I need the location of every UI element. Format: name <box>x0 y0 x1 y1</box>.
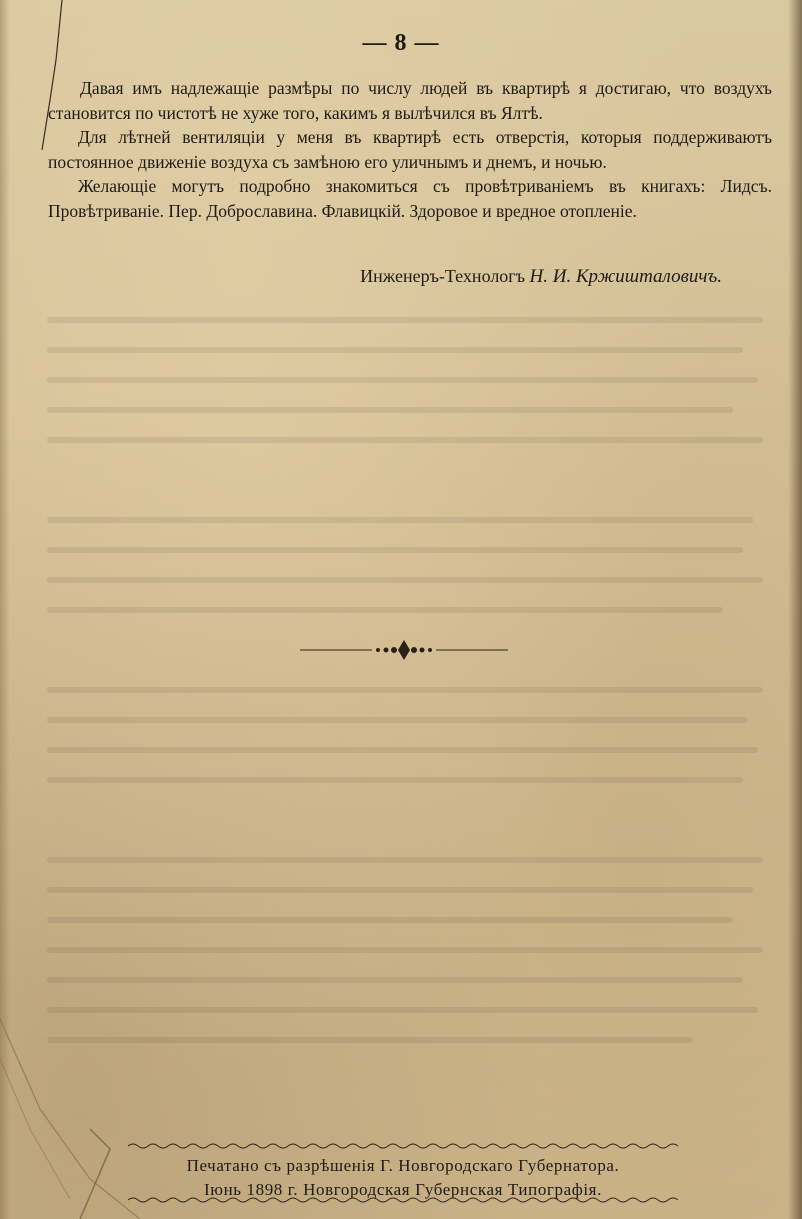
body-text <box>48 76 772 223</box>
paragraph-summer-ventilation: Для лѣтней вентиляціи у меня въ квартирѣ есть отверстія, которыя поддерживаютъ постоянное движеніе воздуха съ замѣною его уличнымъ и днемъ, и ночью. <box>48 127 772 172</box>
paragraph-ventilation-size: Давая имъ надлежащіе размѣры по числу людей въ квартирѣ я достигаю, что воздухъ становится по чистотѣ не хуже того, какимъ я вылѣчился въ Ялтѣ. <box>48 78 772 123</box>
page-right-edge-shadow <box>788 0 802 1219</box>
signature <box>0 266 722 288</box>
printer-imprint <box>128 1142 678 1200</box>
paragraph-references: Желающіе могутъ подробно знакомиться съ провѣтриваніемъ въ книгахъ: Лидсъ. Провѣтриваніе. Пер. Доброславина. Флавицкій. Здоровое и вредное отопленіе. <box>48 176 772 221</box>
page-number: — 8 — <box>362 30 440 56</box>
signature-title: Инженеръ-Технологъ <box>360 266 525 286</box>
paper-crease-corner <box>0 999 140 1219</box>
imprint-line-permission: Печатано съ разрѣшенія Г. Новгородскаго Губернатора. <box>186 1156 620 1175</box>
imprint-top-wavy-rule <box>128 1142 678 1150</box>
signature-name: Н. И. Кржишталовичъ. <box>529 266 722 287</box>
imprint-bottom-wavy-rule <box>128 1196 678 1204</box>
bleed-through-text <box>40 300 770 1100</box>
imprint-line-printer: Іюнь 1898 г. Новгородская Губернская Типографія. <box>204 1180 602 1199</box>
